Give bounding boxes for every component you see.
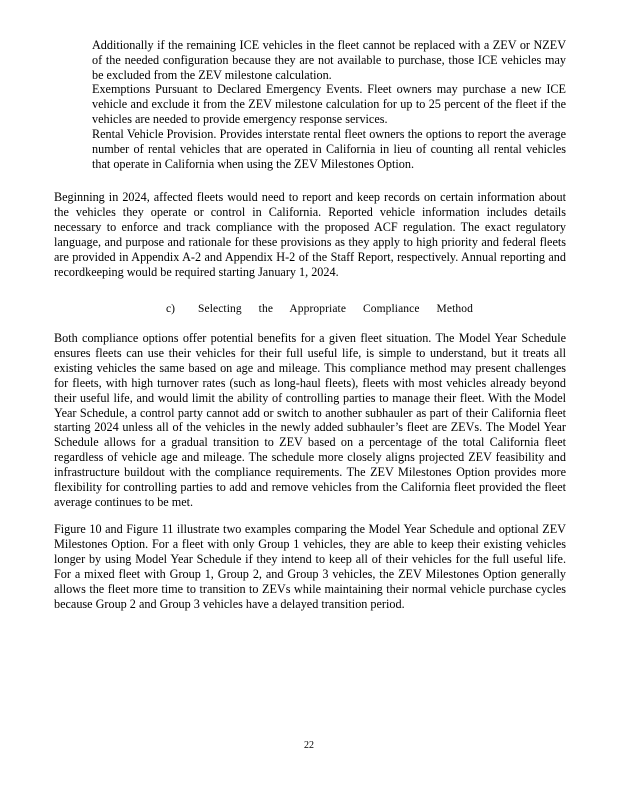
bullet-text: Rental Vehicle Provision. Provides interstate rental fleet owners the options to report the average number of rental vehicles that are operated in California in lieu of counting all rental vehicles that operate in California when using the ZEV Milestones Option. (92, 126, 566, 171)
intro-paragraph: Additionally if the remaining ICE vehicles in the fleet cannot be replaced with a ZEV or NZEV of the needed configuration because they are not available to purchase, those ICE vehicles may be excluded from the ZEV milestone calculation. (92, 38, 566, 82)
provision-bullet-list (76, 82, 566, 171)
section-heading-title: Selecting the Appropriate Compliance Method (198, 303, 473, 315)
bullet-rental-provision (76, 127, 566, 172)
page-number: 22 (304, 740, 314, 751)
section-heading-number: c) (166, 303, 175, 315)
compliance-options-paragraph: Both compliance options offer potential benefits for a given fleet situation. The Model Year Schedule ensures fleets can use their vehicles for their full useful life, is simple to understand, but it treats all existing vehicles the same based on age and mileage. This compliance method may present challenges for fleets, with high turnover rates (such as long-haul fleets), fleets with most vehicles already beyond their useful life, and would limit the ability of controlling parties to manage their fleet. With the Model Year Schedule, a control party cannot add or switch to another subhauler as part of their California fleet starting 2024 unless all of the vehicles in the newly added subhauler’s fleet are ZEVs. The Model Year Schedule allows for a gradual transition to ZEV based on a percentage of the total California fleet regardless of vehicle age and mileage. The schedule more closely aligns projected ZEV feasibility and infrastructure buildout with the compliance requirements. The ZEV Milestones Option provides more flexibility for controlling parties to add and remove vehicles from the California fleet provided the fleet average continues to be met. (54, 331, 566, 509)
bullet-emergency-exemption (76, 82, 566, 127)
bullet-text: Exemptions Pursuant to Declared Emergency Events. Fleet owners may purchase a new ICE vehicle and exclude it from the ZEV milestone calculation for up to 25 percent of the fleet if the vehicles are needed to provide emergency response services. (92, 82, 566, 126)
figures-paragraph: Figure 10 and Figure 11 illustrate two examples comparing the Model Year Schedule and optional ZEV Milestones Option. For a fleet with only Group 1 vehicles, they are able to keep their existing vehicles longer by using Model Year Schedule if they intend to keep all of their vehicles for the full useful life. For a mixed fleet with Group 1, Group 2, and Group 3 vehicles, the ZEV Milestones Option generally allows the fleet more time to transition to ZEVs while maintaining their normal vehicle purchase cycles because Group 2 and Group 3 vehicles have a delayed transition period. (54, 522, 566, 611)
reporting-paragraph: Beginning in 2024, affected fleets would need to report and keep records on certain information about the vehicles they operate or control in California. Reported vehicle information includes details necessary to enforce and track compliance with the proposed ACF regulation. The exact regulatory language, and purpose and rationale for these provisions as they apply to high priority and federal fleets are provided in Appendix A-2 and Appendix H-2 of the Staff Report, respectively. Annual reporting and recordkeeping would be required starting January 1, 2024. (54, 190, 566, 279)
section-heading (166, 303, 473, 315)
